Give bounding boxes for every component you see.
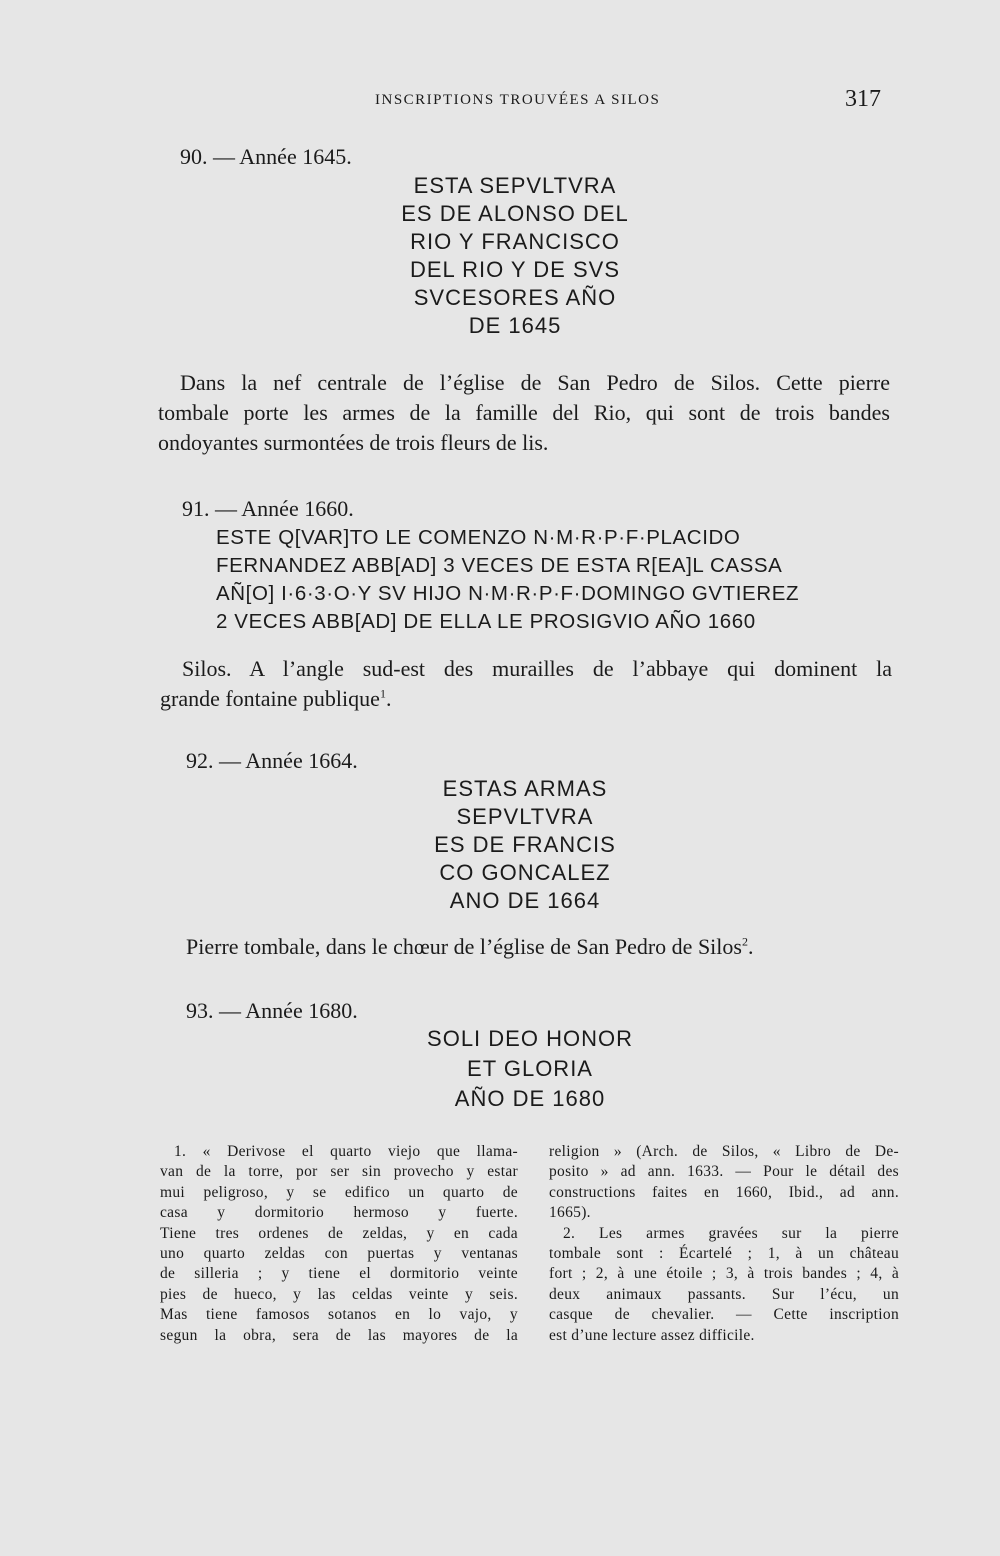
entry-90-heading: 90. — Année 1645. (180, 144, 352, 169)
footnotes-left-column (160, 1142, 518, 1346)
inscription-line: AÑO DE 1680 (454, 1086, 606, 1111)
inscription-line: DEL RIO Y DE SVS (409, 257, 620, 282)
footnote-line: Mas tiene famosos sotanos en lo vajo, y (160, 1306, 518, 1324)
inscription-line: RIO Y FRANCISCO (410, 229, 620, 254)
entry-92-description (186, 932, 906, 962)
footnote-line: van de la torre, por ser sin provecho y estar (160, 1163, 518, 1181)
inscription-line: ESTA SEPVLTVRA (413, 173, 617, 198)
description-line: Pierre tombale, dans le chœur de l’église de San Pedro de Silos$^2$. (186, 934, 754, 959)
entry-90-description (158, 368, 890, 458)
entry-91-inscription (216, 524, 799, 636)
entry-90-inscription (360, 172, 670, 340)
footnote-line: casa y dormitorio hermoso y fuerte. (160, 1204, 518, 1222)
footnote-line: 1665). (549, 1204, 591, 1222)
footnote-line: religion » (Arch. de Silos, « Libro de De- (549, 1143, 899, 1160)
entry-91-description (160, 654, 892, 714)
footnote-line: posito » ad ann. 1633. — Pour le détail des (549, 1163, 899, 1181)
footnote-line: uno quarto zeldas con puertas y ventanas (160, 1245, 518, 1263)
footnote-line: 2. Les armes gravées sur la pierre (563, 1224, 899, 1242)
inscription-line: SOLI DEO HONOR (427, 1026, 633, 1051)
inscription-line: CO GONCALEZ (439, 860, 611, 885)
inscription-line: ANO DE 1664 (449, 888, 601, 913)
footnote-line: Tiene tres ordenes de zeldas, y en cada (160, 1224, 518, 1242)
description-line: tombale porte les armes de la famille del Rio, qui sont de trois bandes (158, 400, 890, 425)
description-line: grande fontaine publique$^1$. (160, 686, 392, 711)
inscription-line: 2 VECES ABB[AD] DE ELLA LE PROSIGVIO AÑO 1660 (216, 610, 756, 633)
inscription-line: ES DE ALONSO DEL (401, 201, 629, 226)
description-text: Pierre tombale, dans le chœur de l’église de San Pedro de Silos (186, 934, 742, 959)
description-line: Silos. A l’angle sud-est des murailles de l’abbaye qui dominent la (182, 656, 892, 681)
footnote-ref: 1 (379, 686, 386, 701)
inscription-line: DE 1645 (468, 313, 562, 338)
entry-91-heading: 91. — Année 1660. (182, 496, 354, 521)
description-line: Dans la nef centrale de l’église de San Pedro de Silos. Cette pierre (180, 370, 890, 395)
footnote-line: 1. « Derivose el quarto viejo que llama- (174, 1143, 518, 1160)
footnotes-right-column (549, 1142, 899, 1346)
inscription-line: ET GLORIA (467, 1056, 593, 1081)
footnote-line: constructions faites en 1660, Ibid., ad ann. (549, 1183, 899, 1201)
footnote-ref: 2 (741, 934, 748, 949)
footnote-line: de silleria ; y tiene el dormitorio veinte (160, 1265, 518, 1283)
inscription-line: SEPVLTVRA (456, 804, 594, 829)
footnote-line: tombale sont : Écartelé ; 1, à un château (549, 1245, 899, 1263)
inscription-line: FERNANDEZ ABB[AD] 3 VECES DE ESTA R[EA]L CASSA (216, 554, 783, 577)
inscription-line: SVCESORES AÑO (413, 285, 617, 310)
footnote-line: segun la obra, sera de las mayores de la (160, 1326, 518, 1344)
inscription-line: ESTAS ARMAS (442, 776, 608, 801)
entry-93-heading: 93. — Année 1680. (186, 998, 358, 1023)
inscription-line: ESTE Q[VAR]TO LE COMENZO N·M·R·P·F·PLACIDO (216, 526, 741, 549)
page-number: 317 (845, 86, 881, 112)
running-title: INSCRIPTIONS TROUVÉES A SILOS (375, 92, 661, 108)
footnote-line: est d’une lecture assez difficile. (549, 1326, 755, 1344)
inscription-line: ES DE FRANCIS (434, 832, 616, 857)
footnote-line: casque de chevalier. — Cette inscription (549, 1306, 899, 1324)
footnote-line: mui peligroso, y se edifico un quarto de (160, 1183, 518, 1201)
footnote-line: pies de hueco, y las celdas veinte y seis. (160, 1285, 518, 1303)
inscription-line: AÑ[O] I·6·3·O·Y SV HIJO N·M·R·P·F·DOMINGO GVTIEREZ (216, 582, 800, 605)
entry-93-inscription (400, 1024, 660, 1114)
description-text: grande fontaine publique (160, 686, 380, 711)
footnote-line: deux animaux passants. Sur l’écu, un (549, 1285, 899, 1303)
footnote-line: fort ; 2, à une étoile ; 3, à trois bandes ; 4, à (549, 1265, 899, 1283)
entry-92-inscription (400, 775, 650, 915)
entry-92-heading: 92. — Année 1664. (186, 748, 358, 773)
description-line: ondoyantes surmontées de trois fleurs de lis. (158, 430, 549, 455)
